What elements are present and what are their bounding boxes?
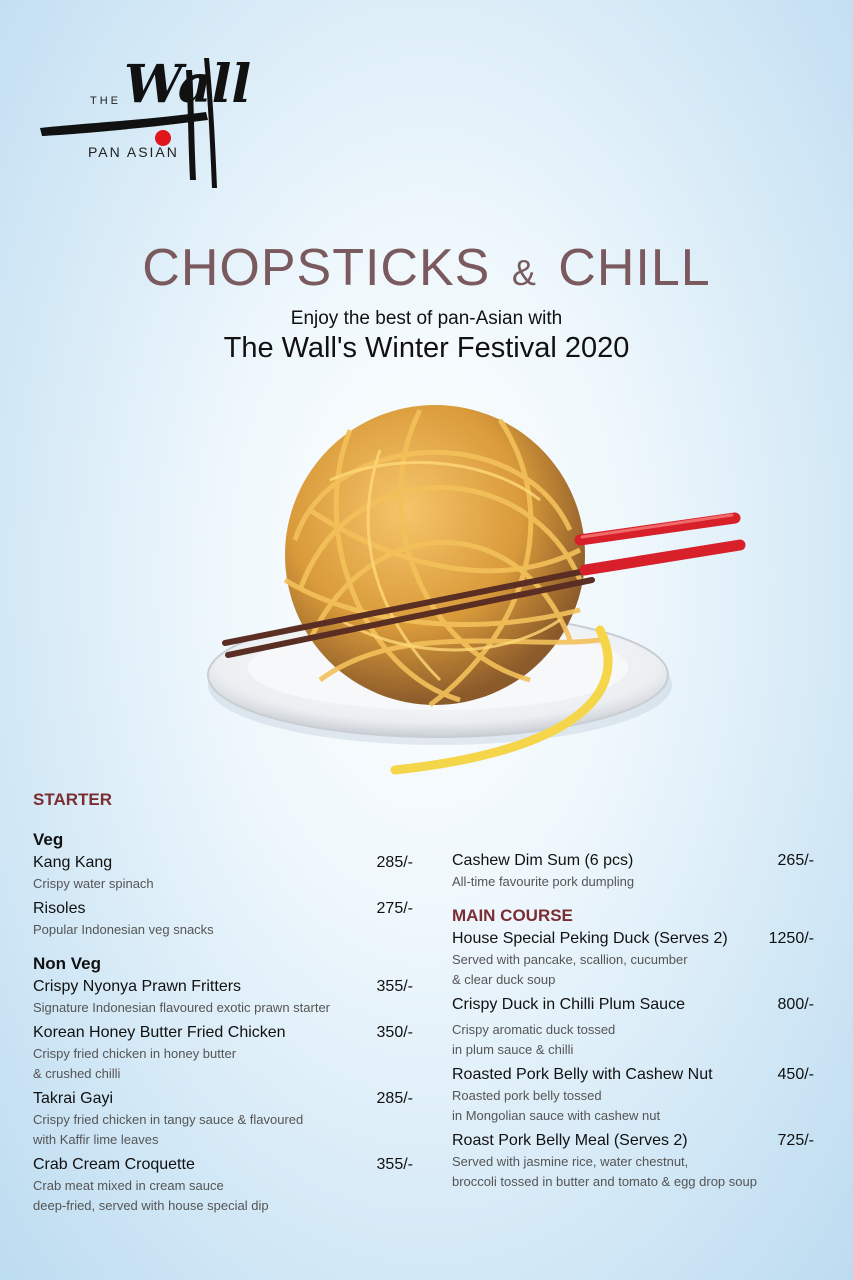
item-name: Crispy Nyonya Prawn Fritters <box>33 978 242 995</box>
item-description: All-time favourite pork dumpling <box>452 874 635 889</box>
menu-right-column <box>452 852 814 1198</box>
item-description <box>452 950 814 990</box>
item-description-line: Crispy fried chicken in tangy sauce & flavoured <box>33 1112 304 1127</box>
item-name: Crab Cream Croquette <box>33 1156 195 1173</box>
item-description-line: Served with pancake, scallion, cucumber <box>452 952 688 967</box>
menu-item <box>452 1066 814 1126</box>
menu-item <box>33 854 413 894</box>
item-price: 285/- <box>376 1090 413 1107</box>
item-description-line: & crushed chilli <box>33 1066 121 1081</box>
menu-item <box>452 1132 814 1192</box>
menu-item <box>33 900 413 940</box>
category-veg-title: Veg <box>33 830 64 849</box>
item-description <box>452 1152 814 1192</box>
subtitle-line-2: The Wall's Winter Festival 2020 <box>223 332 630 364</box>
item-price: 1250/- <box>768 930 814 947</box>
item-name: Cashew Dim Sum (6 pcs) <box>452 852 634 869</box>
menu-item <box>452 930 814 990</box>
logo-pan-asian-text: PAN ASIAN <box>88 144 179 160</box>
title-part-1: CHOPSTICKS <box>142 239 491 297</box>
item-price: 355/- <box>376 1156 413 1173</box>
item-description: Signature Indonesian flavoured exotic prawn starter <box>33 1000 331 1015</box>
brand-logo[interactable] <box>36 40 252 190</box>
section-starter-title: STARTER <box>33 790 113 809</box>
menu-item <box>33 978 413 1018</box>
item-description-line: & clear duck soup <box>452 972 556 987</box>
title-part-2: CHILL <box>558 239 711 297</box>
title-ampersand: & <box>511 252 537 293</box>
item-description <box>33 1044 413 1084</box>
item-price: 275/- <box>376 900 413 917</box>
menu-item <box>33 1090 413 1150</box>
item-description-line: in plum sauce & chilli <box>452 1042 574 1057</box>
item-description-line: Roasted pork belly tossed <box>452 1088 602 1103</box>
menu-item <box>33 1156 413 1216</box>
item-price: 350/- <box>376 1024 413 1041</box>
item-price: 725/- <box>777 1132 814 1149</box>
item-description-line: Crispy aromatic duck tossed <box>452 1022 616 1037</box>
page-title <box>0 238 853 298</box>
item-name: Takrai Gayi <box>33 1090 114 1107</box>
item-price: 450/- <box>777 1066 814 1083</box>
item-description <box>452 1020 814 1060</box>
item-description: Crispy water spinach <box>33 876 154 891</box>
item-name: Roast Pork Belly Meal (Serves 2) <box>452 1132 688 1149</box>
menu-item <box>33 1024 413 1084</box>
logo-wall-text: Wall <box>124 54 252 115</box>
item-price: 800/- <box>777 996 814 1013</box>
section-main-course-title: MAIN COURSE <box>452 906 573 925</box>
item-description <box>452 1086 814 1126</box>
item-description-line: Served with jasmine rice, water chestnut, <box>452 1154 689 1169</box>
item-description-line: in Mongolian sauce with cashew nut <box>452 1108 661 1123</box>
menu-left-column <box>33 790 413 1222</box>
item-name: Kang Kang <box>33 854 113 871</box>
item-description-line: Crab meat mixed in cream sauce <box>33 1178 224 1193</box>
item-description-line: Crispy fried chicken in honey butter <box>33 1046 237 1061</box>
item-description-line: with Kaffir lime leaves <box>33 1132 159 1147</box>
item-name: Korean Honey Butter Fried Chicken <box>33 1024 286 1041</box>
menu-item <box>452 852 814 892</box>
item-name: House Special Peking Duck (Serves 2) <box>452 930 728 947</box>
item-description-line: broccoli tossed in butter and tomato & egg drop soup <box>452 1174 757 1189</box>
category-nonveg-title: Non Veg <box>33 954 102 973</box>
item-description: Popular Indonesian veg snacks <box>33 922 214 937</box>
item-price: 285/- <box>376 854 413 871</box>
item-price: 355/- <box>376 978 413 995</box>
item-description <box>33 1176 413 1216</box>
menu-item <box>452 996 814 1060</box>
item-name: Risoles <box>33 900 86 917</box>
item-name: Crispy Duck in Chilli Plum Sauce <box>452 996 685 1013</box>
item-name: Roasted Pork Belly with Cashew Nut <box>452 1066 713 1083</box>
item-price: 265/- <box>777 852 814 869</box>
logo-the-text: THE <box>90 95 121 107</box>
noodle-ball-illustration <box>200 390 760 790</box>
item-description-line: deep-fried, served with house special dip <box>33 1198 269 1213</box>
subtitle-line-1: Enjoy the best of pan-Asian with <box>290 308 563 329</box>
item-description <box>33 1110 413 1150</box>
